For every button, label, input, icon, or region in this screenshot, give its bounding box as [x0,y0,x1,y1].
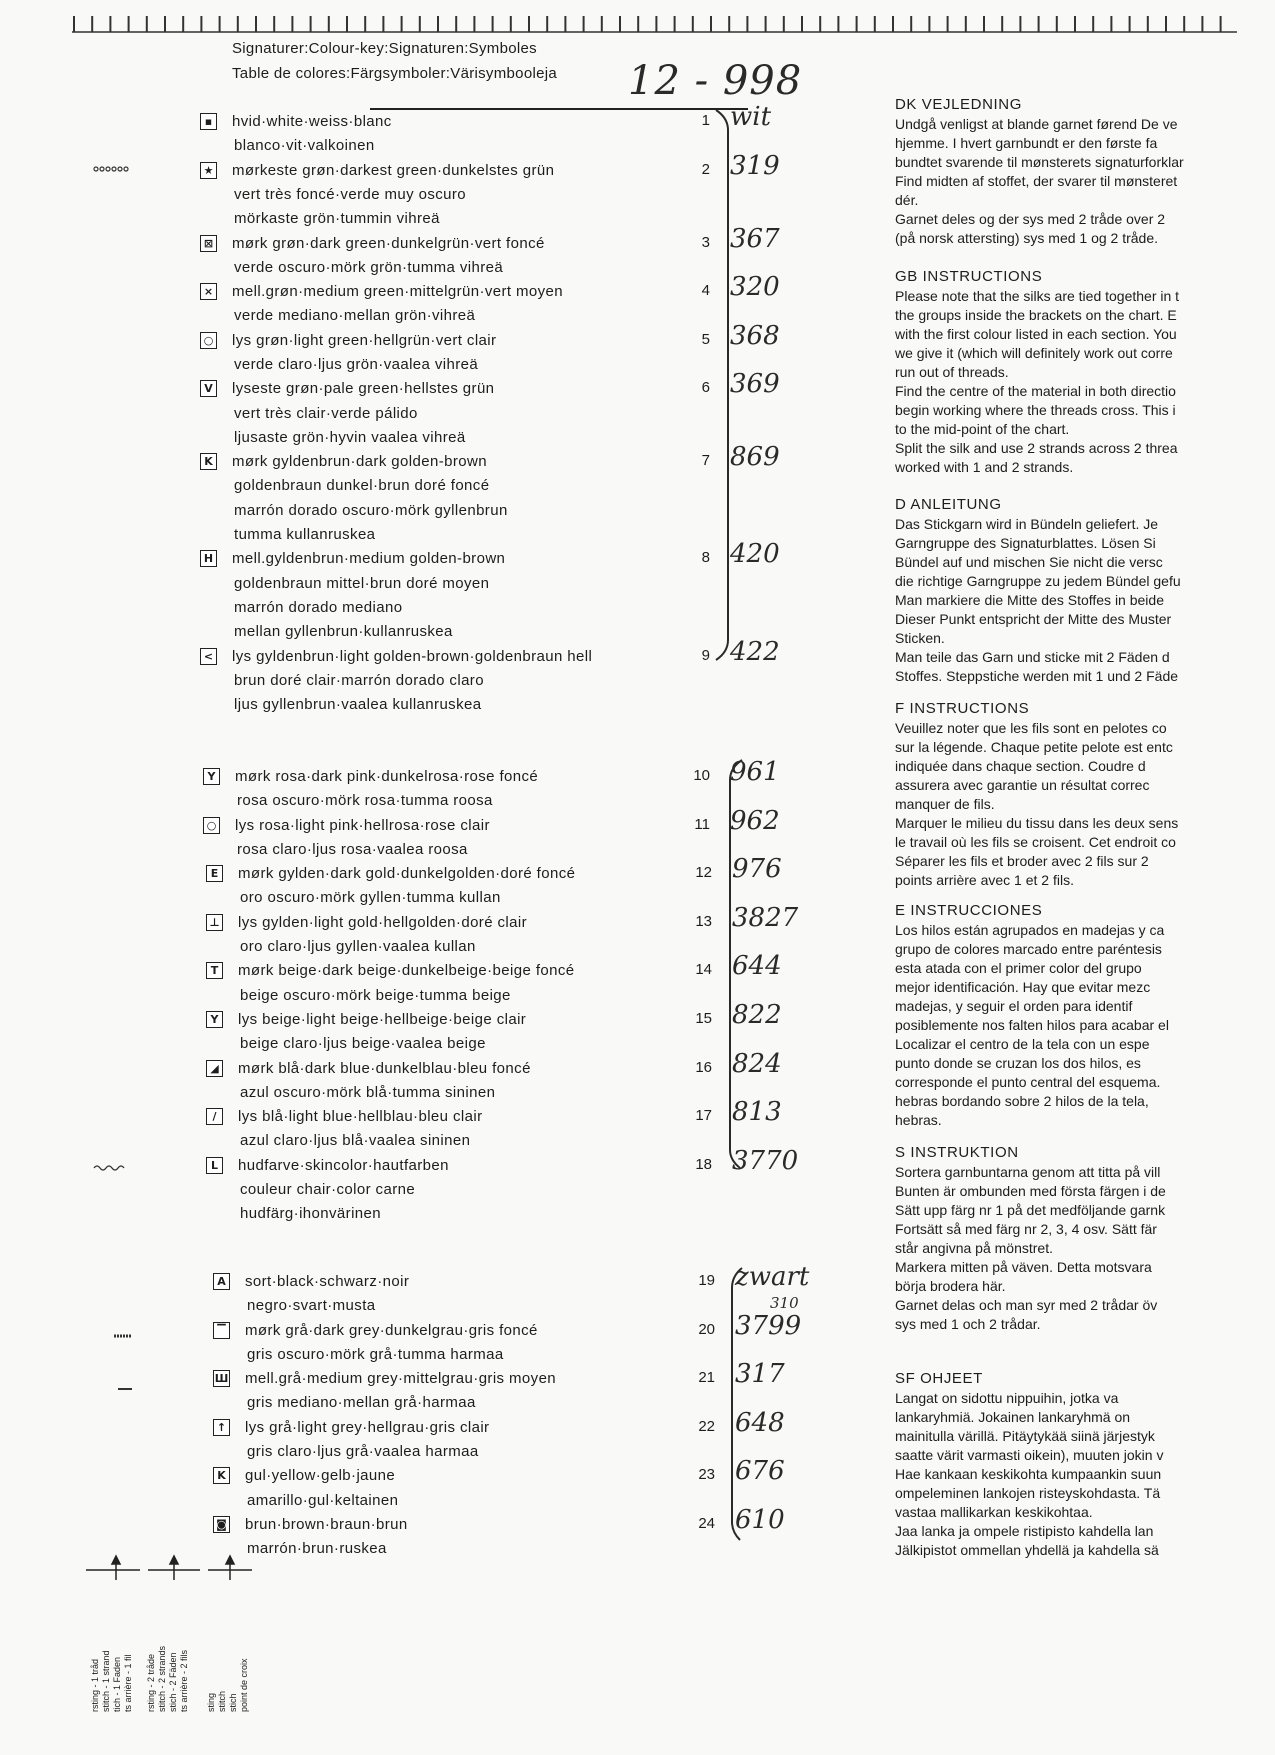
instruction-line: hjemme. I hvert garnbundt er den første fa [895,135,1158,151]
instruction-section [895,1370,1220,1560]
colour-group-number: 6 [701,379,710,397]
stitch-legend-label: point de croix [239,1658,249,1712]
colour-description-line: negro·svart·musta [247,1297,376,1315]
handwritten-dmc-code: 676 [735,1456,785,1487]
colour-group-number: 15 [695,1010,712,1027]
stitch-legend-label: rsting - 1 tråd [90,1658,100,1712]
colour-description-line: mørk beige·dark beige·dunkelbeige·beige foncé [238,962,575,980]
handwritten-dmc-code: 648 [735,1407,785,1438]
instruction-heading: D ANLEITUNG [895,496,1002,513]
stitch-symbol-icon: ↑ [213,1419,230,1436]
instruction-line: run out of threads. [895,364,1009,380]
colour-group-number: 1 [701,112,710,129]
handwritten-dmc-code: 317 [735,1359,785,1390]
instruction-line: to the mid-point of the chart. [895,421,1070,437]
instruction-line: lankaryhmiä. Jokainen lankaryhmä on [895,1409,1131,1425]
instruction-line: Jälkipistot ommellan yhdellä ja kahdella sä [895,1542,1159,1558]
instruction-line: Los hilos están agrupados en madejas y ca [895,922,1165,938]
colour-description-line: mørkeste grøn·darkest green·dunkelstes grün [232,161,555,179]
colour-description-line: lys gyldenbrun·light golden-brown·goldenbraun hell [232,647,593,665]
instruction-line: Bündel auf und mischen Sie nicht die versc [895,554,1163,570]
stitch-symbol-icon: T [206,962,223,979]
colour-description-line: goldenbraun mittel·brun doré moyen [234,574,490,592]
colour-group-number: 18 [695,1155,712,1173]
stitch-symbol-icon: Ш [214,1372,229,1386]
instruction-line: Undgå venligst at blande garnet førend De ve [895,116,1178,132]
instruction-section [895,1144,1220,1334]
instruction-line: Markera mitten på väven. Detta motsvara [895,1259,1152,1275]
instruction-line: worked with 1 and 2 strands. [895,459,1074,475]
handwritten-dmc-code: 824 [732,1048,782,1079]
instruction-line: mejor identificación. Hay que evitar mezc [895,979,1151,995]
instruction-line: Hae kankaan keskikohta kumpaankin suun [895,1466,1162,1482]
colour-description-line: goldenbraun dunkel·brun doré foncé [234,477,490,495]
instruction-line: Find midten af stoffet, der svarer til mønsteret [895,173,1178,189]
stitch-symbol-icon: L [206,1157,223,1174]
colour-description-line: gris claro·ljus grå·vaalea harmaa [247,1443,479,1461]
colour-group-number: 14 [695,961,712,979]
instruction-text [895,287,1220,477]
handwritten-dmc-code: 369 [730,369,780,400]
stitch-symbol-icon: ○ [200,332,217,349]
instruction-line: we give it (which will definitely work out corre [895,345,1173,361]
instruction-line: sur la légende. Chaque petite pelote est entc [895,739,1173,755]
instruction-line: Find the centre of the material in both directio [895,383,1176,399]
stitch-symbol-icon: ◢ [206,1060,223,1077]
colour-group-number: 11 [694,815,710,833]
stitch-legend-label: stitch [217,1690,227,1712]
instruction-line: bundtet svarende til mønsterets signaturforklar [895,154,1184,170]
colour-group-number: 7 [701,452,710,470]
handwritten-dmc-code: 644 [732,951,782,982]
colour-description-line: rosa claro·ljus rosa·vaalea roosa [237,840,468,858]
handwritten-dmc-code: 976 [732,854,782,885]
instruction-line: esta atada con el primer color del grupo [895,960,1142,976]
colour-description-line: beige claro·ljus beige·vaalea beige [240,1035,486,1053]
instructions-column [895,96,1220,1576]
stitch-symbol-icon: Y [206,1011,223,1028]
colour-group-number: 24 [698,1515,715,1532]
instruction-line: grupo de colores marcado entre paréntesis [895,941,1162,957]
instruction-text [895,115,1220,248]
instruction-line: assurera avec garantie un résultat correc [895,777,1150,793]
instruction-line: Localizar el centro de la tela con un espe [895,1036,1150,1052]
instruction-line: ompeleminen lankojen risteyskohdasta. Tä [895,1485,1161,1501]
colour-description-line: hudfärg·ihonvärinen [240,1205,382,1223]
stitch-legend-label: ts arrière - 1 fil [123,1654,133,1712]
handwritten-dmc-code: 961 [730,757,780,787]
instruction-line: Stoffes. Steppstiche werden mit 1 und 2 Fäde [895,668,1179,684]
instruction-line: Jaa lanka ja ompele ristipisto kahdella lan [895,1523,1154,1539]
instruction-heading: E INSTRUCCIONES [895,902,1043,919]
instruction-text [895,719,1220,890]
stitch-legend-label: tich - 1 Faden [112,1656,122,1712]
instruction-line: corresponde el punto central del esquema. [895,1074,1161,1090]
colour-key-subtitle: Table de colores:Färgsymboler:Värisymbooleja [232,65,558,82]
colour-description-line: gris oscuro·mörk grå·tumma harmaa [247,1345,504,1363]
colour-description-line: mørk rosa·dark pink·dunkelrosa·rose foncé [235,768,539,785]
handwritten-dmc-code: 610 [735,1505,785,1535]
instruction-section [895,496,1220,686]
stitch-marker-solid [92,1384,132,1394]
colour-description-line: gul·yellow·gelb·jaune [245,1467,396,1485]
stitch-legend-label: stitch - 2 strands [157,1645,167,1712]
colour-description-line: mørk gylden·dark gold·dunkelgolden·doré foncé [238,865,576,883]
legend-arrows [82,1552,262,1582]
colour-group-number: 12 [695,864,712,882]
handwritten-pattern-number: 12 - 998 [628,58,803,104]
handwritten-dmc-subcode: 310 [770,1294,799,1312]
colour-description-line: amarillo·gul·keltainen [247,1491,399,1509]
colour-description-line: blanco·vit·valkoinen [234,137,375,155]
stitch-legend-label: ts arrière - 2 fils [179,1649,189,1712]
stitch-symbol-icon: ▔ [213,1322,230,1339]
stitch-marker-dashed [92,1435,132,1445]
colour-description-line: verde oscuro·mörk grön·tumma vihreä [234,258,504,276]
stitch-symbol-icon: Y [203,768,220,785]
instruction-line: points arrière avec 1 et 2 fils. [895,872,1074,888]
colour-description-line: mørk grøn·dark green·dunkelgrün·vert foncé [232,234,545,252]
handwritten-dmc-code: 3770 [732,1145,799,1176]
stitch-symbol-icon: ⊥ [206,914,223,931]
colour-group-number: 2 [701,160,710,178]
colour-group-number: 13 [695,912,712,930]
instruction-line: Man markiere die Mitte des Stoffes in beide [895,592,1164,608]
handwritten-dmc-code: 962 [730,805,780,836]
colour-description-line: azul claro·ljus blå·vaalea sininen [240,1132,471,1150]
colour-description-line: marrón·brun·ruskea [247,1540,387,1558]
handwritten-dmc-code: wit [730,102,772,132]
colour-description-line: mørk grå·dark grey·dunkelgrau·gris foncé [245,1321,538,1339]
colour-description-line: lys gylden·light gold·hellgolden·doré clair [238,913,528,931]
instruction-line: Sticken. [895,630,945,646]
colour-description-line: mellan gyllenbrun·kullanruskea [234,623,453,641]
stitch-symbol-icon: × [200,283,217,300]
instruction-line: Marquer le milieu du tissu dans les deux sens [895,815,1179,831]
colour-description-line: mell.gyldenbrun·medium golden-brown [232,550,506,568]
stitch-symbol-icon: ○ [203,817,220,834]
colour-description-line: brun doré clair·marrón dorado claro [234,671,484,689]
instruction-line: Garngruppe des Signaturblattes. Lösen Si [895,535,1156,551]
instruction-line: indiquée dans chaque section. Coudre d [895,758,1146,774]
handwritten-dmc-code: 422 [730,636,780,667]
instruction-line: Bunten är ombunden med första färgen i de [895,1183,1166,1199]
instruction-section [895,700,1220,890]
instruction-heading: F INSTRUCTIONS [895,700,1030,717]
colour-group-number: 4 [701,282,710,300]
colour-group-number: 19 [698,1272,715,1289]
colour-group-number: 9 [701,646,710,664]
instruction-line: Sortera garnbuntarna genom att titta på vill [895,1164,1161,1180]
instruction-line: Please note that the silks are tied together in t [895,288,1180,304]
instruction-heading: S INSTRUKTION [895,1144,1019,1161]
stitch-legend-label: stitch - 1 strand [101,1650,111,1712]
instruction-text [895,921,1220,1130]
handwritten-dmc-code: 3827 [732,902,799,933]
instruction-line: hebras. [895,1112,942,1128]
stitch-legend-label: sting [206,1692,216,1712]
colour-group-number: 16 [695,1058,712,1076]
stitch-symbol-icon: < [200,648,217,665]
stitch-legend-label: stich - 2 Fäden [168,1652,178,1712]
colour-description-line: mörkaste grön·tummin vihreä [234,210,440,228]
handwritten-dmc-code: 367 [730,223,780,254]
colour-description-line: gris mediano·mellan grå·harmaa [247,1394,476,1412]
stitch-legend-label: stich [228,1693,238,1712]
colour-group-number: 23 [698,1466,715,1484]
instruction-line: börja brodera här. [895,1278,1006,1294]
instruction-heading: SF OHJEET [895,1370,983,1387]
instruction-line: the groups inside the brackets on the chart. E [895,307,1177,323]
handwritten-dmc-code: zwart [735,1262,810,1292]
instruction-line: Garnet deles og der sys med 2 tråde over 2 [895,211,1166,227]
instruction-line: dér. [895,192,919,208]
instruction-line: die richtige Garngruppe zu jedem Bündel gefu [895,573,1181,589]
instruction-text [895,515,1220,686]
instruction-line: begin working where the threads cross. This i [895,402,1176,418]
stitch-symbol-icon: ◙ [213,1516,230,1533]
colour-group-number: 17 [695,1107,712,1125]
instruction-line: Man teile das Garn und sticke mit 2 Fäden d [895,649,1170,665]
instruction-line: le travail où les fils se croisent. Cet endroit co [895,834,1176,850]
handwritten-dmc-code: 368 [730,320,780,351]
colour-description-line: verde mediano·mellan grön·vihreä [234,307,476,325]
stitch-symbol-icon: H [200,550,217,567]
stitch-symbol-icon: ⊠ [200,235,217,252]
colour-description-line: tumma kullanruskea [234,526,376,544]
colour-description-line: hudfarve·skincolor·hautfarben [238,1156,449,1174]
stitch-legend [82,1552,262,1722]
colour-description-line: lys grøn·light green·hellgrün·vert clair [232,331,497,349]
instruction-line: hebras bordando sobre 2 hilos de la tela, [895,1093,1149,1109]
handwritten-dmc-code: 320 [730,272,780,303]
instruction-line: punto donde se cruzan los dos hilos, es [895,1055,1141,1071]
colour-description-line: lys blå·light blue·hellblau·bleu clair [238,1108,483,1126]
instruction-line: Fortsätt så med färg nr 2, 3, 4 osv. Sätt fär [895,1221,1157,1237]
colour-description-line: vert très clair·verde pálido [234,404,418,422]
stitch-symbol-icon: ▪ [200,113,217,130]
colour-description-line: brun·brown·braun·brun [245,1516,408,1533]
colour-description-line: hvid·white·weiss·blanc [232,113,392,130]
colour-description-line: lys beige·light beige·hellbeige·beige clair [238,1011,527,1028]
stitch-marker-dotted [92,164,132,174]
colour-group-number: 22 [698,1417,715,1435]
stitch-legend-label: rsting - 2 tråde [146,1653,156,1712]
instruction-text [895,1163,1220,1334]
stitch-symbol-icon: / [206,1108,223,1125]
colour-description-line: oro claro·ljus gyllen·vaalea kullan [240,938,476,956]
colour-description-line: lys rosa·light pink·hellrosa·rose clair [235,816,490,834]
colour-description-line: oro oscuro·mörk gyllen·tumma kullan [240,889,501,907]
colour-description-line: marrón dorado mediano [234,598,403,616]
colour-description-line: lys grå·light grey·hellgrau·gris clair [245,1418,490,1436]
colour-description-line: marrón dorado oscuro·mörk gyllenbrun [234,501,508,519]
colour-description-line: mell.grøn·medium green·mittelgrün·vert moyen [232,283,564,301]
instruction-line: (på norsk attersting) sys med 1 og 2 tråde. [895,230,1159,246]
stitch-marker-dense [92,1331,132,1341]
stitch-symbol-icon: E [206,865,223,882]
colour-group-number: 21 [698,1369,715,1387]
handwritten-dmc-code: 869 [730,442,780,473]
stitch-symbol-icon: K [200,453,217,470]
instruction-line: Sätt upp färg nr 1 på det medföljande garnk [895,1202,1166,1218]
colour-description-line: couleur chair·color carne [240,1181,416,1199]
colour-key-title: Signaturer:Colour-key:Signaturen:Symboles [232,40,537,57]
colour-description-line: rosa oscuro·mörk rosa·tumma roosa [237,792,493,810]
instruction-section [895,268,1220,477]
handwritten-dmc-code: 420 [730,539,780,570]
instruction-section [895,96,1220,248]
handwritten-dmc-code: 822 [732,1000,782,1030]
instruction-line: with the first colour listed in each section. You [895,326,1177,342]
colour-description-line: sort·black·schwarz·noir [245,1273,410,1290]
handwritten-dmc-code: 3799 [735,1310,802,1341]
instruction-section [895,902,1220,1130]
stitch-symbol-icon: ★ [200,162,217,179]
stitch-marker-wavy [92,1162,132,1172]
instruction-line: Veuillez noter que les fils sont en pelotes co [895,720,1167,736]
colour-description-line: vert très foncé·verde muy oscuro [234,185,467,203]
instruction-line: Dieser Punkt entspricht der Mitte des Muster [895,611,1172,627]
instruction-line: saatte värit varmasti oikein), muuten jokin v [895,1447,1164,1463]
instruction-line: manquer de fils. [895,796,995,812]
colour-group-number: 8 [701,549,710,567]
colour-description-line: ljus gyllenbrun·vaalea kullanruskea [234,696,482,714]
instruction-line: sys med 1 och 2 trådar. [895,1316,1041,1332]
colour-group-number: 5 [701,330,710,348]
instruction-line: Split the silk and use 2 strands across 2 threa [895,440,1178,456]
stitch-symbol-icon: K [213,1467,230,1484]
instruction-line: madejas, y seguir el orden para identif [895,998,1133,1014]
colour-description-line: azul oscuro·mörk blå·tumma sininen [240,1083,496,1101]
colour-description-line: beige oscuro·mörk beige·tumma beige [240,986,511,1004]
instruction-line: Séparer les fils et broder avec 2 fils sur 2 [895,853,1149,869]
stitch-symbol-icon: V [200,380,217,397]
colour-description-line: mell.grå·medium grey·mittelgrau·gris moyen [245,1370,557,1388]
instruction-line: Garnet delas och man syr med 2 trådar öv [895,1297,1158,1313]
handwritten-dmc-code: 813 [732,1097,782,1128]
colour-description-line: mørk gyldenbrun·dark golden-brown [232,453,487,471]
colour-group-number: 10 [693,767,710,784]
colour-description-line: verde claro·ljus grön·vaalea vihreä [234,355,479,373]
instruction-line: står angivna på mönstret. [895,1240,1053,1256]
colour-description-line: lyseste grøn·pale green·hellstes grün [232,380,495,398]
instruction-heading: DK VEJLEDNING [895,96,1022,113]
stitch-symbol-icon: A [213,1273,230,1290]
colour-group-number: 20 [698,1320,715,1338]
instruction-line: Langat on sidottu nippuihin, jotka va [895,1390,1119,1406]
instruction-line: vastaa mallikarkan keskikohtaa. [895,1504,1093,1520]
colour-description-line: mørk blå·dark blue·dunkelblau·bleu foncé [238,1059,531,1077]
instruction-line: mainitulla värillä. Pitäytykää siinä järjestyk [895,1428,1155,1444]
colour-description-line: ljusaste grön·hyvin vaalea vihreä [234,428,466,446]
handwritten-dmc-code: 319 [730,150,780,181]
instruction-heading: GB INSTRUCTIONS [895,268,1043,285]
instruction-text [895,1389,1220,1560]
instruction-line: Das Stickgarn wird in Bündeln geliefert. Je [895,516,1159,532]
instruction-line: posiblemente nos falten hilos para acabar el [895,1017,1169,1033]
colour-group-number: 3 [701,233,710,251]
